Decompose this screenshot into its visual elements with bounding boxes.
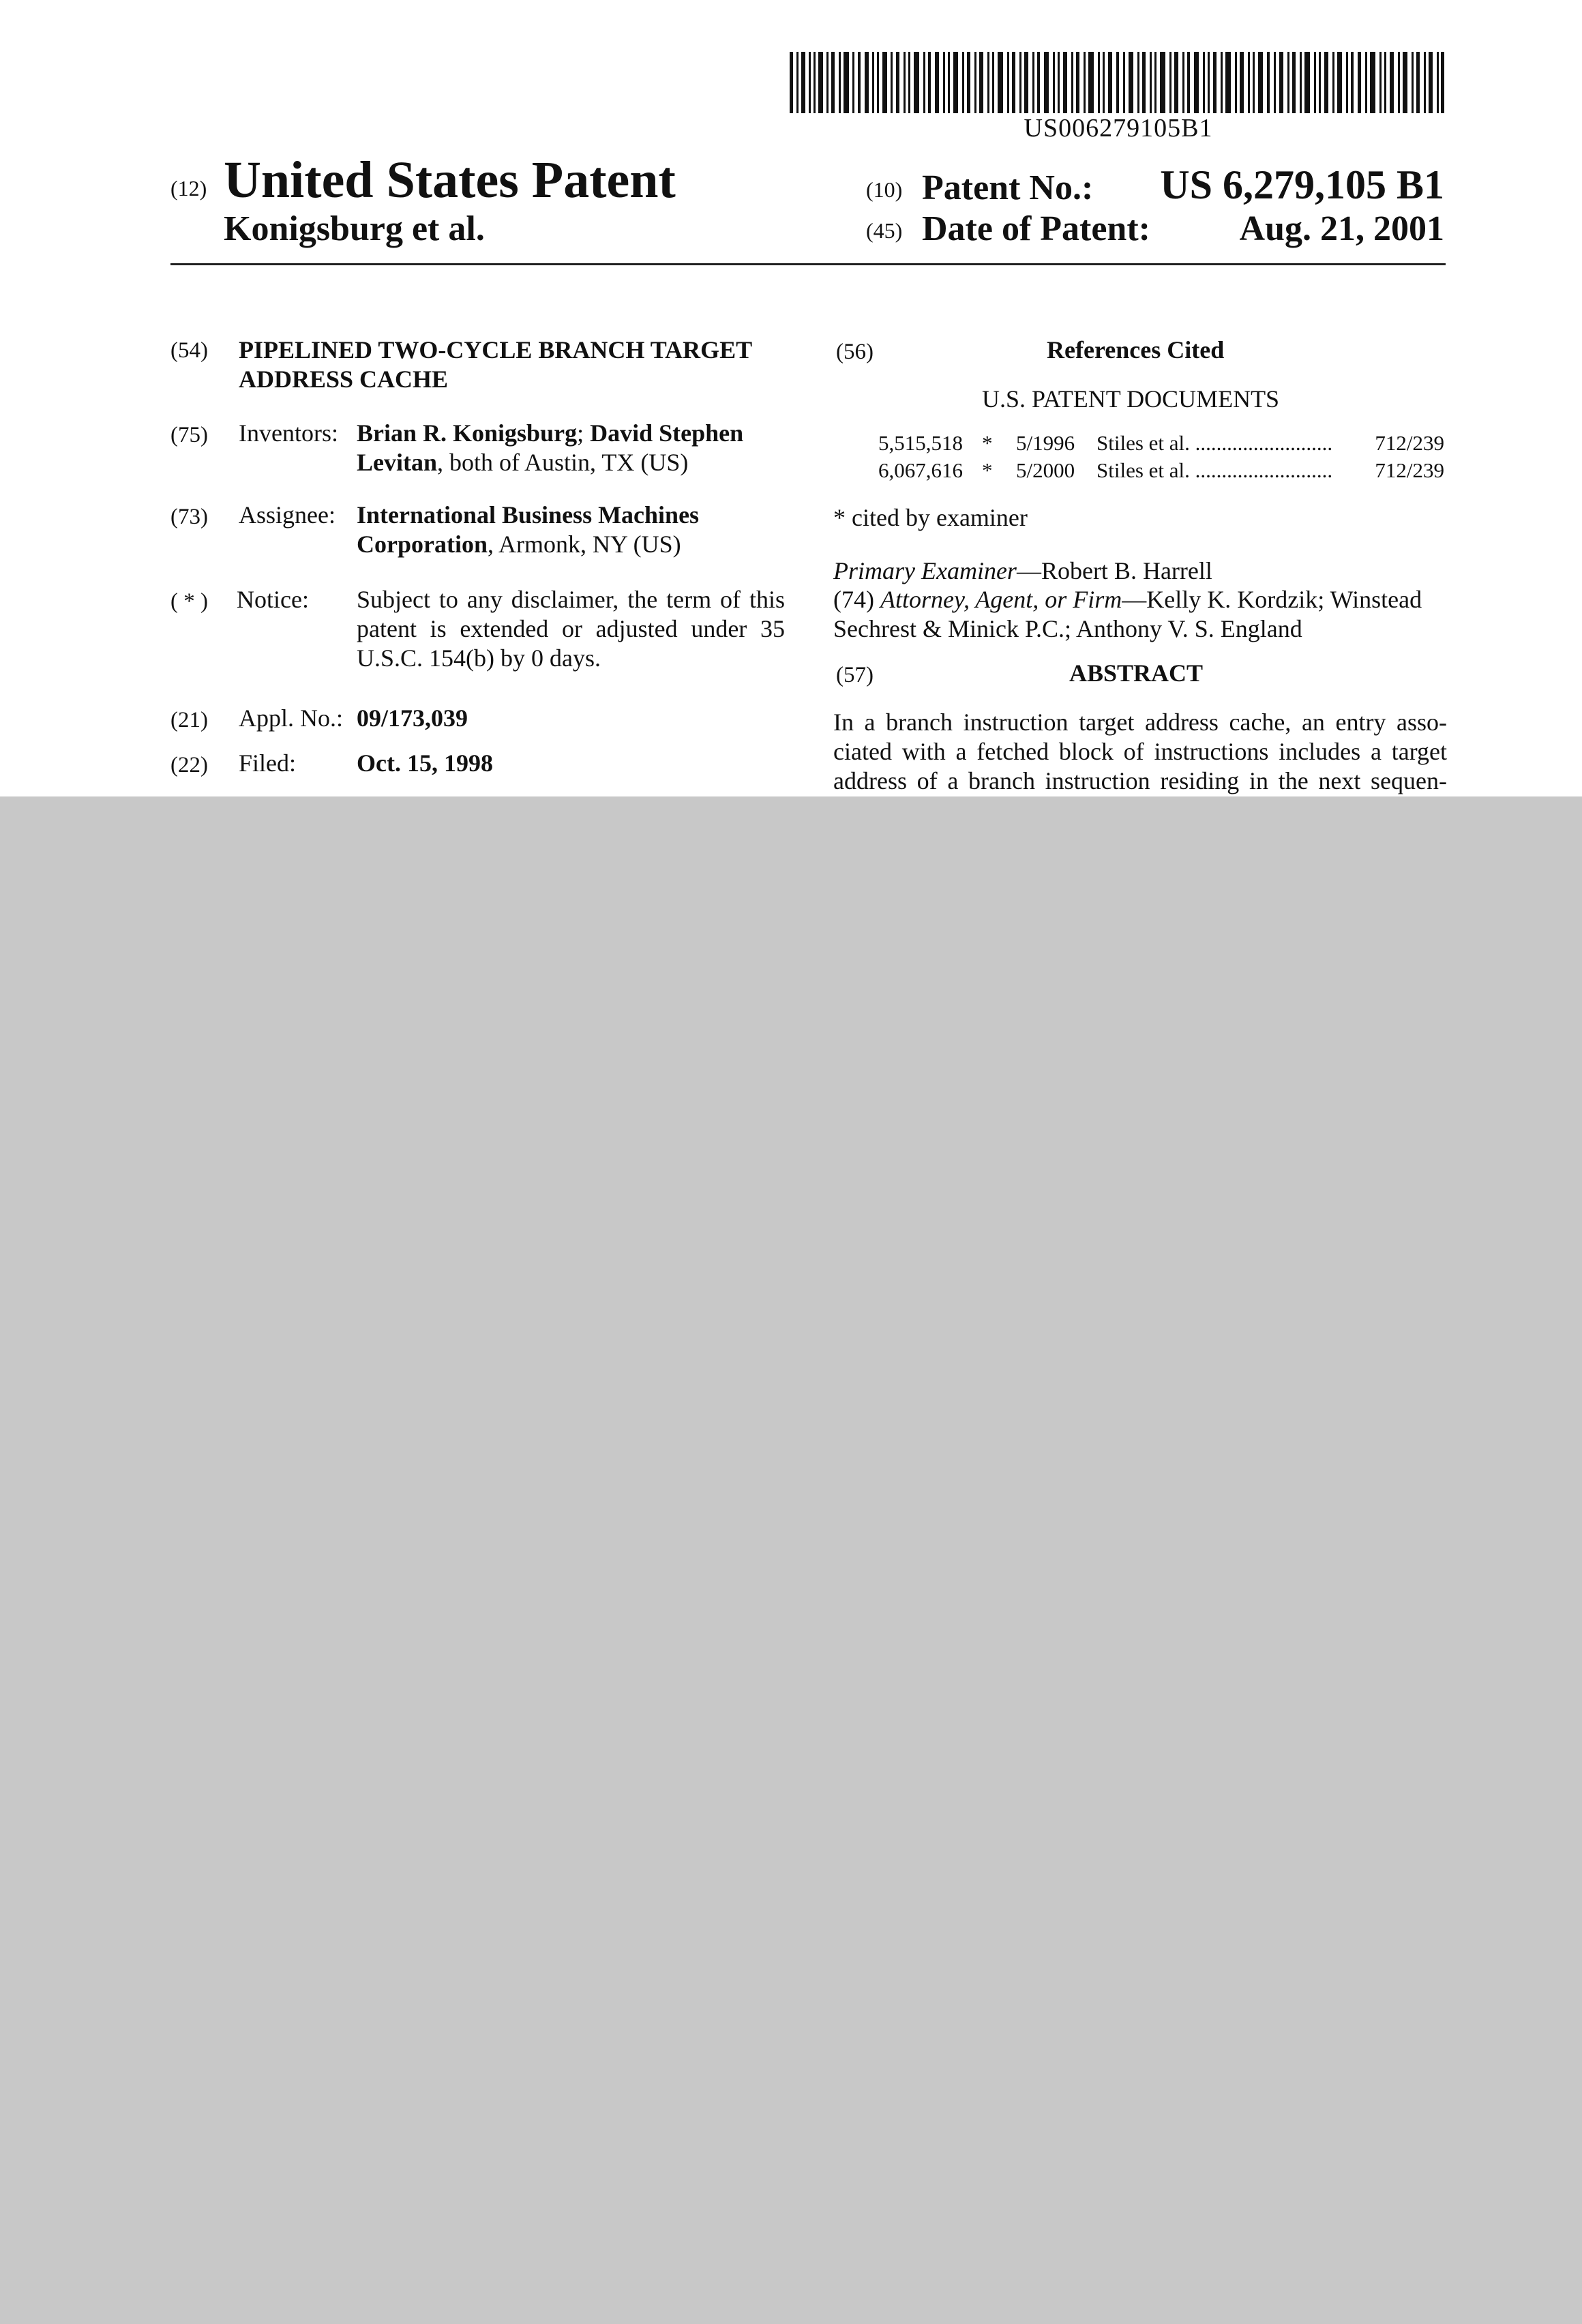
primary-examiner bbox=[833, 556, 1212, 586]
title-line-2: ADDRESS CACHE bbox=[239, 366, 449, 393]
invention-title bbox=[239, 336, 784, 394]
date-label: Date of Patent: bbox=[922, 209, 1150, 248]
ref-name: Stiles et al. bbox=[1096, 431, 1190, 455]
reference-row bbox=[878, 458, 963, 483]
notice-text: Subject to any disclaimer, the term of this patent is extended or adjusted under 35 U.S.C. 154(b) by 0 days. bbox=[357, 586, 785, 672]
separator: ; bbox=[577, 419, 584, 447]
code-57: (57) bbox=[836, 663, 874, 687]
ref-name-group bbox=[1096, 458, 1332, 483]
code-45: (45) bbox=[866, 218, 903, 243]
examiner-value: —Robert B. Harrell bbox=[1016, 557, 1212, 584]
barcode bbox=[790, 52, 1444, 113]
cited-by-examiner: * cited by examiner bbox=[833, 504, 1028, 531]
ref-star: * bbox=[982, 431, 993, 455]
ref-star: * bbox=[982, 458, 993, 482]
notice-code: ( * ) bbox=[170, 589, 208, 614]
attorney-label: Attorney, Agent, or Firm bbox=[880, 586, 1122, 613]
abstract-title: ABSTRACT bbox=[1069, 659, 1204, 687]
ref-number: 6,067,616 bbox=[878, 458, 963, 482]
assignee-label: Assignee: bbox=[239, 501, 335, 528]
inventor-2-surname: Levitan bbox=[357, 449, 438, 476]
authors-short: Konigsburg et al. bbox=[224, 209, 485, 248]
abstract-line-1: In a branch instruction target address cache, an entry asso- bbox=[833, 709, 1447, 736]
inventors-value bbox=[357, 419, 793, 477]
attorney-block bbox=[833, 585, 1447, 644]
title-line-1: PIPELINED TWO-CYCLE BRANCH TARGET bbox=[239, 336, 753, 363]
patent-number: US 6,279,105 B1 bbox=[1160, 162, 1444, 207]
patent-no-label: Patent No.: bbox=[922, 168, 1094, 207]
ref-class: 712/239 bbox=[1375, 458, 1444, 482]
inventor-1: Brian R. Konigsburg bbox=[357, 419, 578, 447]
examiner-label: Primary Examiner bbox=[833, 557, 1017, 584]
header-rule bbox=[170, 263, 1446, 265]
code-56: (56) bbox=[836, 340, 874, 364]
code-12: (12) bbox=[170, 176, 207, 200]
ref-number: 5,515,518 bbox=[878, 431, 963, 455]
code-22: (22) bbox=[170, 753, 208, 777]
filed-value: Oct. 15, 1998 bbox=[357, 749, 493, 777]
reference-row bbox=[878, 431, 963, 456]
code-54: (54) bbox=[170, 338, 208, 363]
ref-dots: .......................... bbox=[1195, 431, 1333, 455]
assignee-name-2: Corporation bbox=[357, 531, 488, 558]
code-10: (10) bbox=[866, 177, 903, 202]
code-74: (74) bbox=[833, 586, 874, 613]
assignee-value bbox=[357, 501, 793, 559]
filed-label: Filed: bbox=[239, 749, 297, 777]
appl-no-label: Appl. No.: bbox=[239, 704, 343, 732]
ref-name: Stiles et al. bbox=[1096, 458, 1190, 482]
ref-dots: .......................... bbox=[1195, 458, 1333, 482]
patent-date: Aug. 21, 2001 bbox=[1239, 209, 1444, 248]
code-21: (21) bbox=[170, 708, 208, 732]
attorney-line-2: Sechrest & Minick P.C.; Anthony V. S. England bbox=[833, 615, 1302, 642]
inventor-2: David Stephen bbox=[590, 419, 744, 447]
barcode-number: US006279105B1 bbox=[1024, 114, 1213, 143]
appl-no-value: 09/173,039 bbox=[357, 704, 468, 732]
assignee-name-1: International Business Machines bbox=[357, 501, 700, 528]
ref-name-group bbox=[1096, 431, 1332, 456]
inventors-label: Inventors: bbox=[239, 419, 338, 447]
ref-date: 5/2000 bbox=[1016, 458, 1075, 482]
ref-date: 5/1996 bbox=[1016, 431, 1075, 455]
notice-label: Notice: bbox=[237, 586, 309, 613]
assignee-location: , Armonk, NY (US) bbox=[488, 531, 681, 558]
attorney-line-1: —Kelly K. Kordzik; Winstead bbox=[1122, 586, 1422, 613]
abstract-line-3: address of a branch instruction residing in the next sequen- bbox=[833, 767, 1447, 794]
code-75: (75) bbox=[170, 423, 208, 447]
abstract-line-2: ciated with a fetched block of instructions includes a target bbox=[833, 738, 1447, 765]
ref-class: 712/239 bbox=[1375, 431, 1444, 455]
code-73: (73) bbox=[170, 505, 208, 529]
us-patent-documents-heading: U.S. PATENT DOCUMENTS bbox=[982, 385, 1280, 413]
gray-overlay bbox=[0, 796, 1582, 2324]
references-cited-title: References Cited bbox=[1047, 336, 1225, 363]
inventors-location: , both of Austin, TX (US) bbox=[437, 449, 689, 476]
patent-type-title: United States Patent bbox=[224, 151, 676, 209]
